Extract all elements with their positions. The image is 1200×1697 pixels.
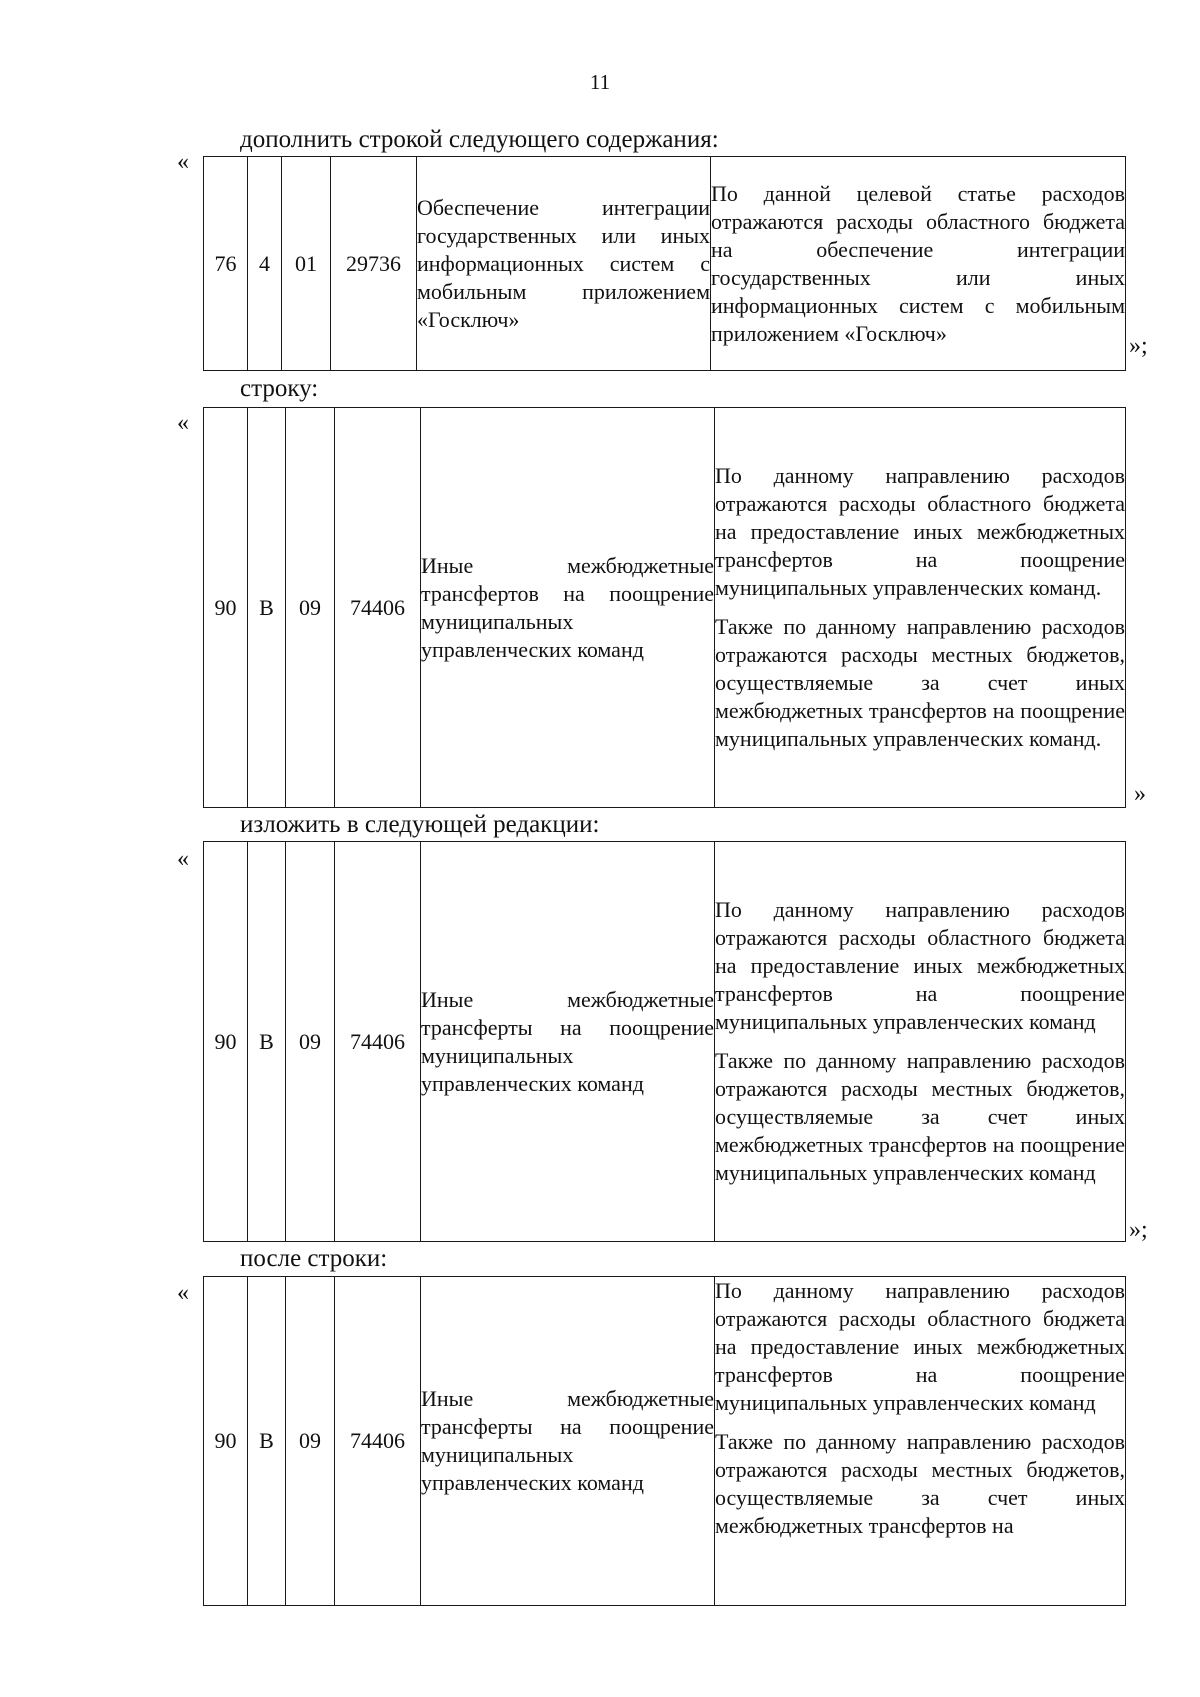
description-paragraph: По данному направлению расходов отражаются расходы областного бюджета на предоставление иных межбюджетных трансфертов на поощрение муниципальных управленческих команд. [715, 463, 1125, 600]
closing-quote-3: »; [1129, 1217, 1148, 1243]
expense-name-cell: Иные межбюджетные трансфертов на поощрение муниципальных управленческих команд [421, 408, 715, 808]
code-cell-1: 90 [204, 842, 248, 1242]
section-intro-3: изложить в следующей редакции: [240, 811, 600, 838]
amendment-table-2 [203, 407, 1126, 808]
description-paragraph: По данной целевой статье расходов отражаются расходы областного бюджета на обеспечение интеграции государственных или иных информационных систем с мобильным приложением «Госключ» [711, 180, 1125, 346]
code-cell-4: 74406 [335, 1277, 421, 1606]
code-cell-3: 09 [286, 1277, 335, 1606]
table-row [204, 408, 1126, 808]
code-cell-4: 74406 [335, 408, 421, 808]
closing-quote-2: » [1134, 781, 1146, 807]
opening-quote-2: « [177, 410, 189, 436]
code-cell-3: 01 [282, 157, 331, 371]
section-intro-1: дополнить строкой следующего содержания: [240, 126, 719, 153]
description-clip [715, 1277, 1125, 1605]
expense-description-cell [715, 1277, 1126, 1606]
expense-description-cell [715, 842, 1126, 1242]
table-row [204, 1277, 1126, 1606]
opening-quote-4: « [177, 1280, 189, 1306]
expense-name-cell: Обеспечение интеграции государственных или иных информационных систем с мобильным приложением «Госключ» [417, 157, 711, 371]
amendment-table-4 [203, 1276, 1126, 1606]
description-paragraph: Также по данному направлению расходов отражаются расходы местных бюджетов, осуществляемые за счет иных межбюджетных трансфертов на [715, 1429, 1125, 1538]
code-cell-2: В [248, 1277, 286, 1606]
description-paragraph: По данному направлению расходов отражаются расходы областного бюджета на предоставление иных межбюджетных трансфертов на поощрение муниципальных управленческих команд [715, 1278, 1125, 1415]
code-cell-2: 4 [248, 157, 282, 371]
expense-description-cell [715, 408, 1126, 808]
amendment-table-1 [203, 156, 1126, 371]
table-row [204, 157, 1126, 371]
expense-description-cell [711, 157, 1126, 371]
code-cell-3: 09 [286, 842, 335, 1242]
section-intro-4: после строки: [240, 1245, 388, 1272]
description-paragraph: По данному направлению расходов отражаются расходы областного бюджета на предоставление иных межбюджетных трансфертов на поощрение муниципальных управленческих команд [715, 897, 1125, 1034]
description-paragraph: Также по данному направлению расходов отражаются расходы местных бюджетов, осуществляемые за счет иных межбюджетных трансфертов на поощрение муниципальных управленческих команд [715, 1048, 1125, 1185]
description-paragraph: Также по данному направлению расходов отражаются расходы местных бюджетов, осуществляемые за счет иных межбюджетных трансфертов на поощрение муниципальных управленческих команд. [715, 614, 1125, 751]
table-row [204, 842, 1126, 1242]
page-number: 11 [589, 70, 611, 94]
section-intro-2: строку: [240, 375, 319, 402]
code-cell-2: В [248, 408, 286, 808]
code-cell-4: 29736 [331, 157, 417, 371]
code-cell-1: 90 [204, 1277, 248, 1606]
expense-name-cell: Иные межбюджетные трансферты на поощрение муниципальных управленческих команд [421, 842, 715, 1242]
code-cell-1: 76 [204, 157, 248, 371]
code-cell-3: 09 [286, 408, 335, 808]
amendment-table-3 [203, 841, 1126, 1242]
opening-quote-1: « [177, 149, 189, 175]
code-cell-1: 90 [204, 408, 248, 808]
closing-quote-1: »; [1129, 333, 1148, 359]
code-cell-4: 74406 [335, 842, 421, 1242]
opening-quote-3: « [177, 846, 189, 872]
expense-name-cell: Иные межбюджетные трансферты на поощрение муниципальных управленческих команд [421, 1277, 715, 1606]
code-cell-2: В [248, 842, 286, 1242]
